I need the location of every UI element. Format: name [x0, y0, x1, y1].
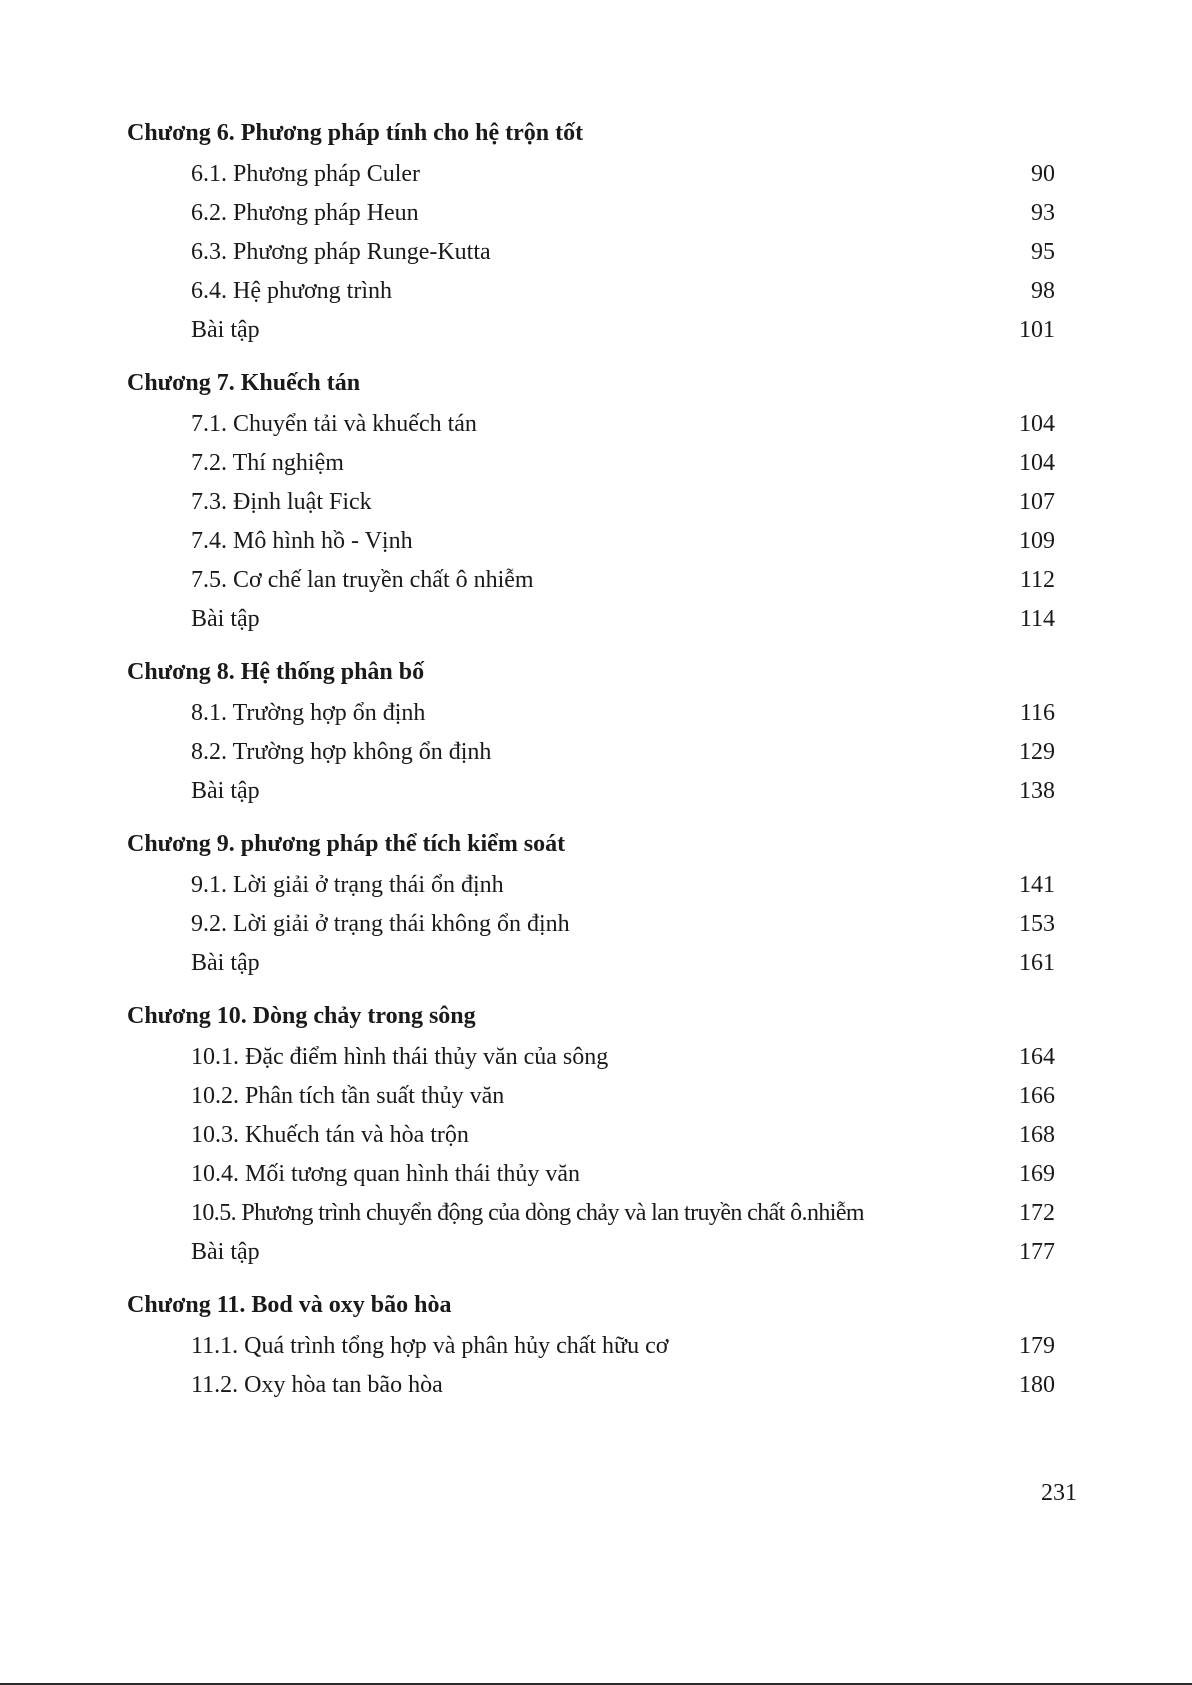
toc-entry: [127, 1042, 1067, 1081]
chapter-title: Chương 11. Bod và oxy bão hòa: [127, 1292, 452, 1318]
page-number: 231: [1041, 1480, 1077, 1506]
entry-page-number: 104: [1019, 411, 1055, 437]
chapter-7: [127, 368, 1067, 643]
toc-entry: [127, 565, 1067, 604]
toc-entry: [127, 948, 1067, 987]
chapter-10: [127, 1001, 1067, 1276]
entry-label: 8.2. Trường hợp không ổn định: [191, 739, 492, 765]
chapter-6: [127, 118, 1067, 354]
entry-page-number: 114: [1019, 606, 1055, 632]
entry-page-number: 93: [1031, 200, 1055, 226]
entry-page-number: 161: [1019, 950, 1055, 976]
toc-entry: [127, 776, 1067, 815]
entry-label: 9.1. Lời giải ở trạng thái ổn định: [191, 872, 504, 898]
entry-label: 11.2. Oxy hòa tan bão hòa: [191, 1372, 443, 1398]
entry-page-number: 138: [1019, 778, 1055, 804]
entry-label: Bài tập: [191, 317, 260, 343]
toc-entry: [127, 1198, 1067, 1237]
toc-entry: [127, 526, 1067, 565]
entry-page-number: 101: [1019, 317, 1055, 343]
entry-page-number: 109: [1019, 528, 1055, 554]
entry-label: 7.2. Thí nghiệm: [191, 450, 344, 476]
entry-label: 6.4. Hệ phương trình: [191, 278, 393, 304]
entry-label: 9.2. Lời giải ở trạng thái không ổn định: [191, 911, 570, 937]
entry-label: 11.1. Quá trình tổng hợp và phân hủy chất hữu cơ: [191, 1333, 669, 1359]
entry-label: 6.1. Phương pháp Culer: [191, 161, 421, 187]
entry-label: 10.4. Mối tương quan hình thái thủy văn: [191, 1161, 581, 1187]
table-of-contents: [127, 118, 1067, 1409]
entry-page-number: 98: [1031, 278, 1055, 304]
entry-label: 8.1. Trường hợp ổn định: [191, 700, 426, 726]
entry-label: Bài tập: [191, 950, 260, 976]
entry-label: 7.3. Định luật Fick: [191, 489, 372, 515]
entry-label: Bài tập: [191, 606, 260, 632]
chapter-9: [127, 829, 1067, 987]
toc-entry: [127, 698, 1067, 737]
toc-entry: [127, 487, 1067, 526]
chapter-title: Chương 7. Khuếch tán: [127, 370, 361, 396]
entry-label: 10.1. Đặc điểm hình thái thủy văn của sông: [191, 1044, 609, 1070]
chapter-title: Chương 8. Hệ thống phân bố: [127, 659, 425, 685]
toc-entry: [127, 870, 1067, 909]
entry-page-number: 179: [1019, 1333, 1055, 1359]
toc-entry: [127, 1081, 1067, 1120]
entry-page-number: 129: [1019, 739, 1055, 765]
toc-entry: [127, 737, 1067, 776]
entry-page-number: 153: [1019, 911, 1055, 937]
entry-page-number: 180: [1019, 1372, 1055, 1398]
entry-page-number: 116: [1019, 700, 1055, 726]
entry-page-number: 112: [1019, 567, 1055, 593]
entry-page-number: 166: [1019, 1083, 1055, 1109]
toc-entry: [127, 198, 1067, 237]
entry-label: 6.3. Phương pháp Runge-Kutta: [191, 239, 491, 265]
toc-entry: [127, 448, 1067, 487]
toc-entry: [127, 409, 1067, 448]
entry-page-number: 95: [1031, 239, 1055, 265]
toc-entry: [127, 1331, 1067, 1370]
toc-entry: [127, 909, 1067, 948]
entry-page-number: 141: [1019, 872, 1055, 898]
entry-page-number: 104: [1019, 450, 1055, 476]
entry-label: 10.5. Phương trình chuyển động của dòng chảy và lan truyền chất ô.nhiễm: [191, 1200, 864, 1226]
entry-page-number: 107: [1019, 489, 1055, 515]
entry-page-number: 169: [1019, 1161, 1055, 1187]
toc-entry: [127, 1237, 1067, 1276]
chapter-title: Chương 6. Phương pháp tính cho hệ trộn tốt: [127, 120, 584, 146]
entry-page-number: 90: [1031, 161, 1055, 187]
toc-entry: [127, 604, 1067, 643]
chapter-title: Chương 10. Dòng chảy trong sông: [127, 1003, 476, 1029]
toc-entry: [127, 1120, 1067, 1159]
entry-page-number: 172: [1019, 1200, 1055, 1226]
entry-label: Bài tập: [191, 778, 260, 804]
toc-entry: [127, 315, 1067, 354]
toc-entry: [127, 159, 1067, 198]
entry-label: 10.3. Khuếch tán và hòa trộn: [191, 1122, 469, 1148]
entry-page-number: 164: [1019, 1044, 1055, 1070]
toc-entry: [127, 1370, 1067, 1409]
entry-label: 7.4. Mô hình hồ - Vịnh: [191, 528, 413, 554]
toc-entry: [127, 1159, 1067, 1198]
toc-entry: [127, 276, 1067, 315]
entry-label: Bài tập: [191, 1239, 260, 1265]
toc-entry: [127, 237, 1067, 276]
chapter-title: Chương 9. phương pháp thể tích kiểm soát: [127, 831, 566, 857]
entry-label: 7.5. Cơ chế lan truyền chất ô nhiễm: [191, 567, 534, 593]
entry-page-number: 168: [1019, 1122, 1055, 1148]
chapter-11: [127, 1290, 1067, 1409]
entry-page-number: 177: [1019, 1239, 1055, 1265]
entry-label: 7.1. Chuyển tải và khuếch tán: [191, 411, 477, 437]
entry-label: 6.2. Phương pháp Heun: [191, 200, 419, 226]
chapter-8: [127, 657, 1067, 815]
entry-label: 10.2. Phân tích tần suất thủy văn: [191, 1083, 505, 1109]
